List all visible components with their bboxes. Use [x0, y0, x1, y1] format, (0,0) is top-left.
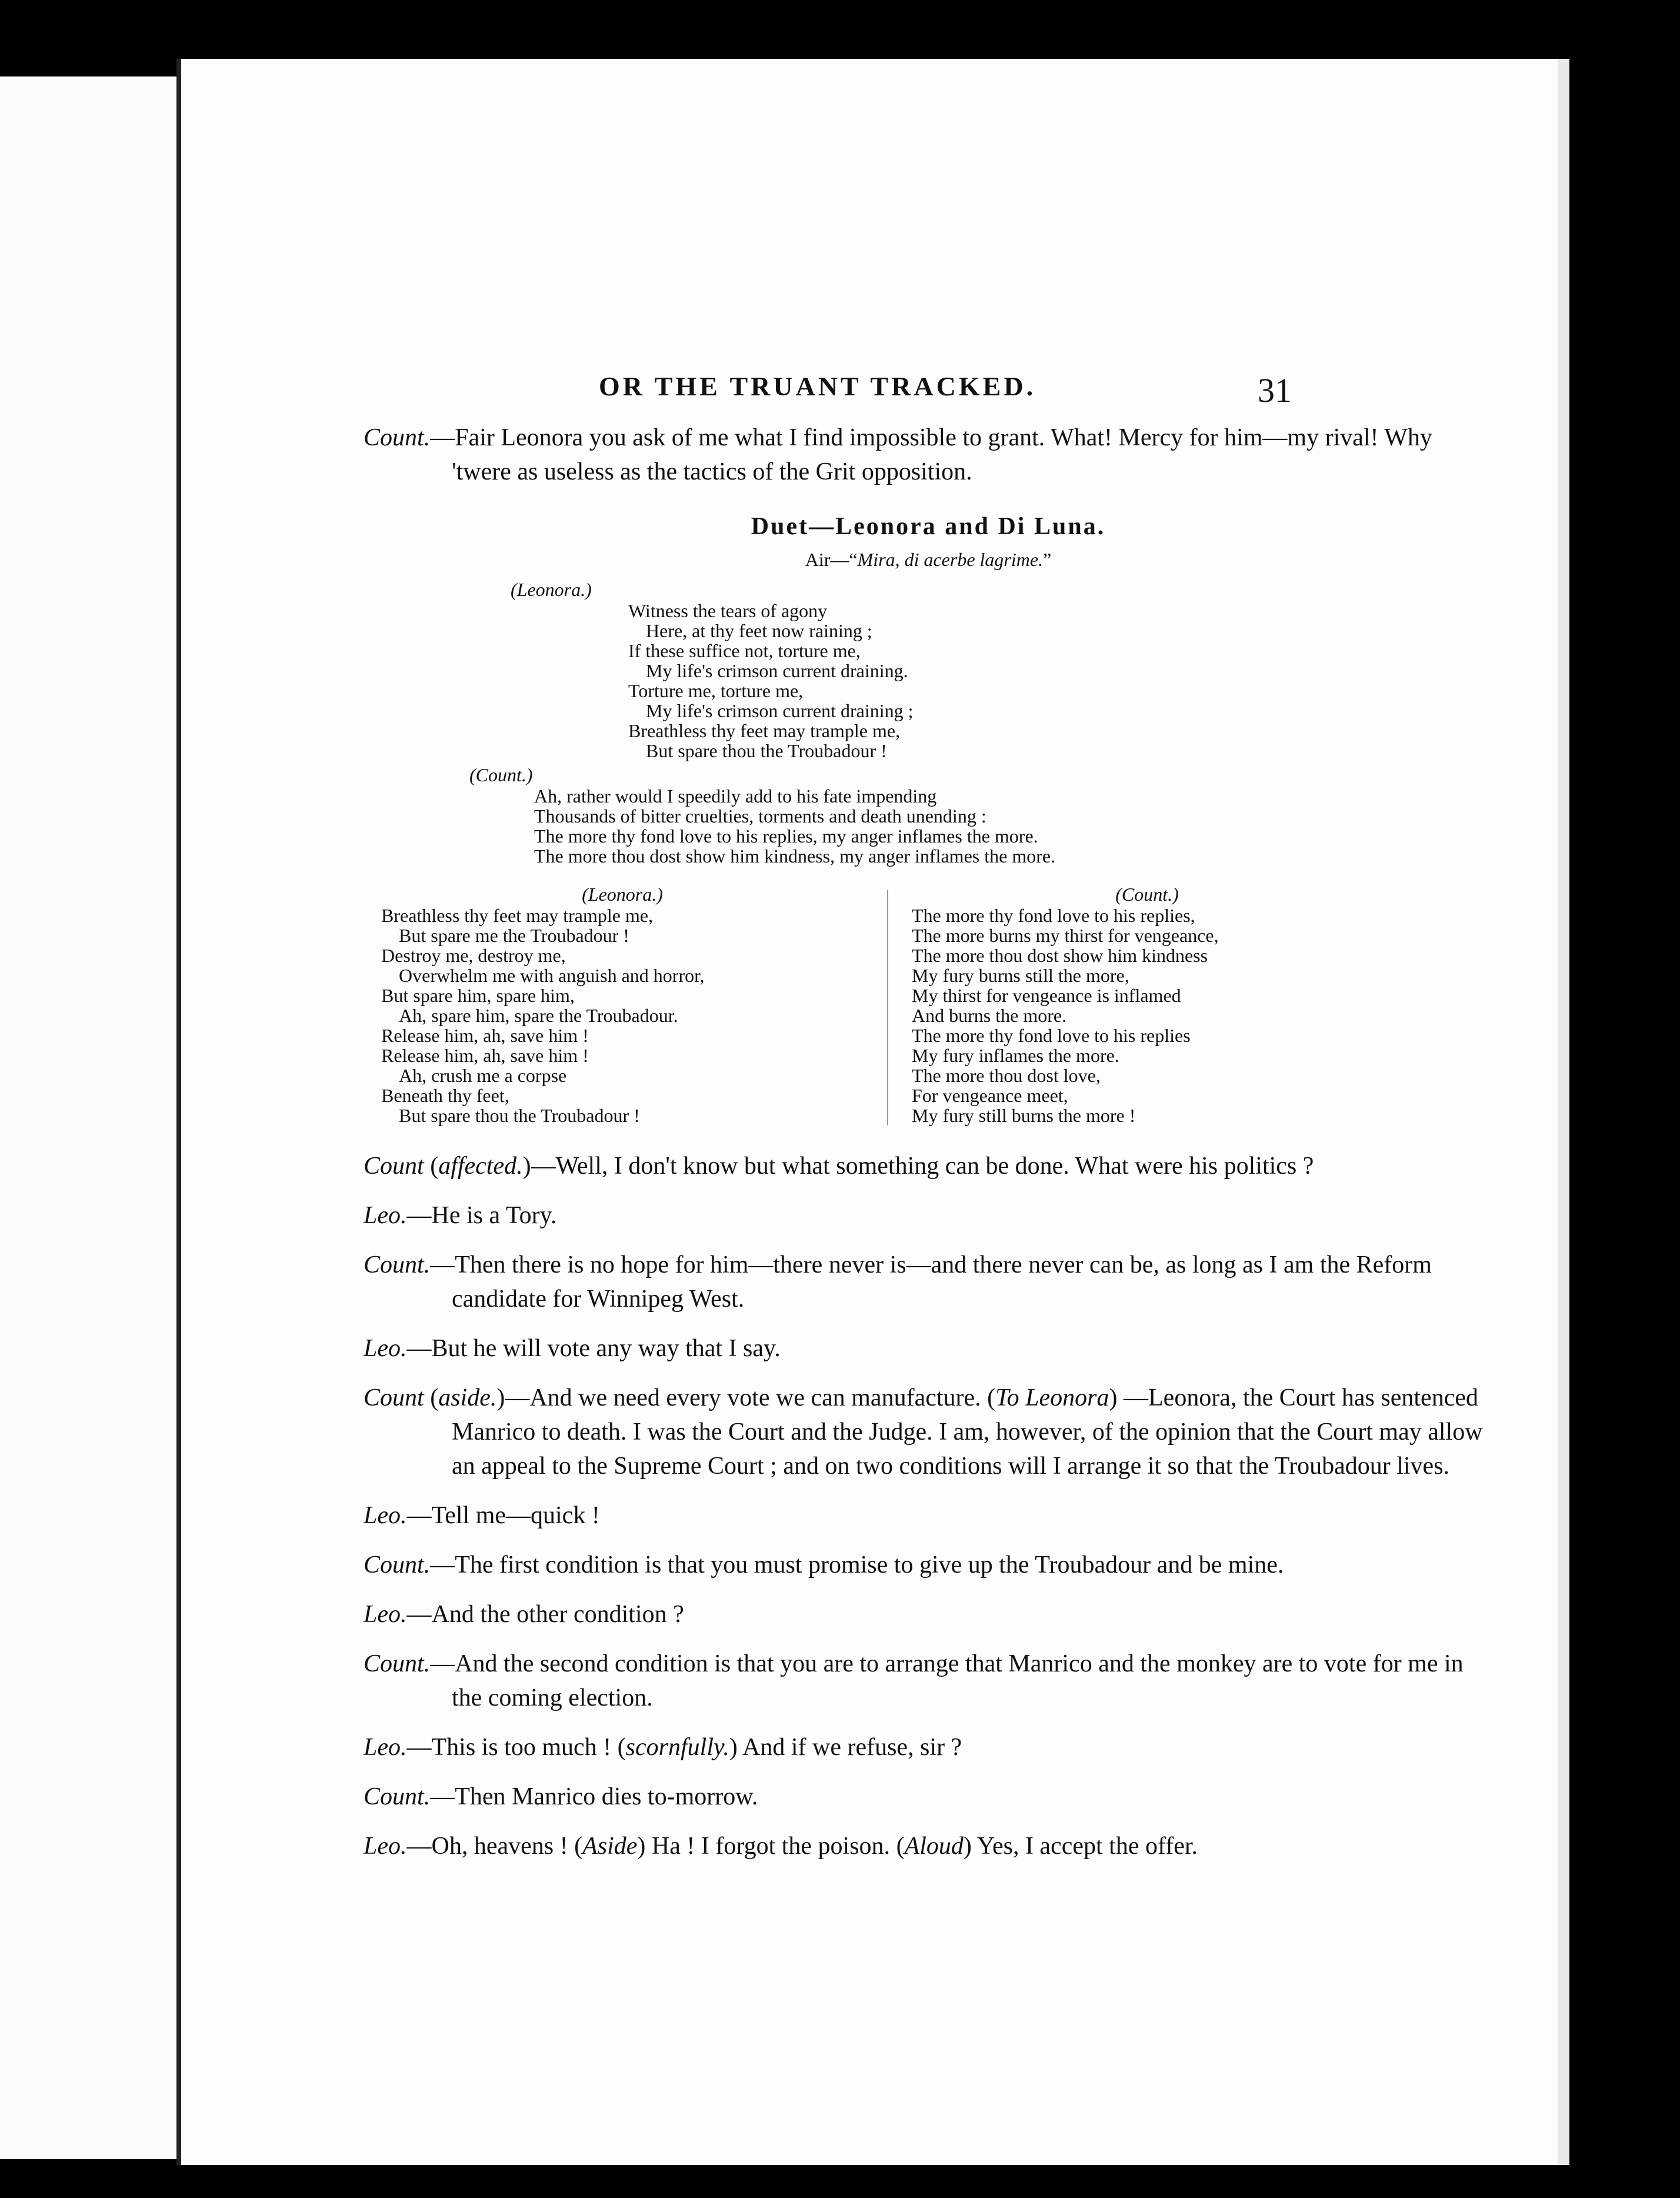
role-label: (Leonora.): [582, 884, 663, 905]
verse-line: The more thou dost love,: [912, 1065, 1101, 1086]
verse-line: If these suffice not, torture me,: [628, 640, 861, 661]
speech-text: —Well, I don't know but what something can be done. What were his politics ?: [531, 1153, 1314, 1180]
verse-line: Breathless thy feet may trample me,: [628, 720, 901, 741]
verse-line: Ah, crush me a corpse: [399, 1065, 567, 1086]
count-column-verse: [912, 905, 1388, 1125]
speech-count-6: Count.—And the second condition is that you are to arrange that Manrico and the monkey are to vote for me in the coming election.: [364, 1650, 1464, 1711]
verse-line: Witness the tears of agony: [628, 600, 828, 621]
verse-line: Thousands of bitter cruelties, torments and death unending :: [534, 805, 986, 827]
air-line: Air—“Mira, di acerbe lagrime.”: [805, 549, 1052, 570]
speech-leo-6: Leo.—Oh, heavens ! (Aside) Ha ! I forgot the poison. (Aloud) Yes, I accept the offer.: [364, 1833, 1198, 1860]
verse-line: The more thy fond love to his replies: [912, 1025, 1191, 1046]
speech-text: —Leonora, the Court has sentenced Manrico to death. I was the Court and the Judge. I am, however, of the opinion that the Court may allow an appeal to the Supreme Court ; and on two conditions will I arrange it so that the Troubadour lives.: [452, 1384, 1483, 1480]
speech-count-4: Count (aside.)—And we need every vote we can manufacture. (To Leonora) —Leonora, the Court has sentenced Manrico to death. I was the Court and the Judge. I am, however, of the opinion that the Court may allow an appeal to the Supreme Court ; and on two conditions will I arrange it so that the Troubadour lives.: [364, 1384, 1483, 1480]
verse-line: The more thy fond love to his replies, my anger inflames the more.: [534, 825, 1038, 847]
duet-title: Duet—Leonora and Di Luna.: [751, 513, 1106, 540]
duet-columns: [381, 884, 1493, 1125]
verse-line: Breathless thy feet may trample me,: [381, 905, 654, 926]
running-title: OR THE TRUANT TRACKED.: [599, 371, 1036, 401]
verse-line: But spare me the Troubadour !: [399, 925, 629, 946]
leonora-column: [381, 884, 864, 1125]
speech-text: —Tell me—quick !: [406, 1502, 600, 1529]
verse-line: The more burns my thirst for vengeance,: [912, 925, 1219, 946]
speech-text: —And the other condition ?: [406, 1601, 684, 1628]
verse-line: But spare him, spare him,: [381, 985, 575, 1006]
verse-line: My thirst for vengeance is inflamed: [912, 985, 1181, 1006]
stage-direction: Aside: [582, 1833, 638, 1860]
count-column: [906, 884, 1388, 1125]
verse-line: The more thou dost show him kindness: [912, 945, 1208, 966]
count-verse-block: [469, 764, 1493, 866]
speech-text: Ha ! I forgot the poison.: [651, 1833, 891, 1860]
page-number: 31: [1258, 371, 1292, 409]
speech-count-2: Count (affected.)—Well, I don't know but what something can be done. What were his politics ?: [364, 1153, 1314, 1180]
verse-line: Release him, ah, save him !: [381, 1025, 589, 1046]
speech-text: —The first condition is that you must promise to give up the Troubadour and be mine.: [430, 1551, 1284, 1578]
stage-direction: aside.: [438, 1384, 497, 1411]
speech-text: —Fair Leonora you ask of me what I find impossible to grant. What! Mercy for him—my rival! Why 'twere as useless as the tactics of the Grit opposition.: [430, 424, 1432, 485]
verse-line: My fury still burns the more !: [912, 1105, 1136, 1126]
verse-line: And burns the more.: [912, 1005, 1067, 1026]
verse-line: Beneath thy feet,: [381, 1085, 509, 1106]
verse-line: My life's crimson current draining.: [646, 660, 908, 681]
speech-text: —Then Manrico dies to-morrow.: [430, 1783, 758, 1810]
leonora-column-verse: [381, 905, 864, 1125]
book-gutter: [176, 59, 181, 2165]
speech-count-5: Count.—The first condition is that you must promise to give up the Troubadour and be mine.: [364, 1551, 1284, 1578]
speech-leo-1: Leo.—He is a Tory.: [364, 1202, 557, 1229]
verse-line: But spare thou the Troubadour !: [646, 740, 887, 761]
speech-text: —Oh, heavens !: [406, 1833, 568, 1860]
speech-text: And if we refuse, sir ?: [742, 1734, 962, 1761]
role-label: (Count.): [1115, 884, 1179, 905]
verse-line: But spare thou the Troubadour !: [399, 1105, 640, 1126]
role-label: (Leonora.): [511, 579, 592, 600]
page-content: [364, 421, 1493, 1879]
leonora-verse: [628, 601, 1493, 761]
speech-leo-5: Leo.—This is too much ! (scornfully.) And if we refuse, sir ?: [364, 1734, 962, 1761]
count-verse: [534, 786, 1493, 866]
stage-direction: scornfully.: [625, 1734, 729, 1761]
verse-line: Release him, ah, save him !: [381, 1045, 589, 1066]
speech-text: —Then there is no hope for him—there never is—and there never can be, as long as I am the Reform candidate for Winnipeg West.: [430, 1251, 1432, 1313]
verse-line: My fury inflames the more.: [912, 1045, 1119, 1066]
book-page: [181, 59, 1569, 2165]
verse-line: Torture me, torture me,: [628, 680, 804, 701]
page-header: [181, 312, 1569, 409]
speech-leo-3: Leo.—Tell me—quick !: [364, 1502, 600, 1529]
speech-text: Yes, I accept the offer.: [976, 1833, 1198, 1860]
speech-count-3: Count.—Then there is no hope for him—there never is—and there never can be, as long as I am the Reform candidate for Winnipeg West.: [364, 1251, 1432, 1313]
speech-text: —This is too much !: [406, 1734, 612, 1761]
speech-text: —He is a Tory.: [406, 1202, 557, 1229]
verse-line: Here, at thy feet now raining ;: [646, 620, 872, 641]
verse-line: The more thy fond love to his replies,: [912, 905, 1195, 926]
verse-line: The more thou dost show him kindness, my anger inflames the more.: [534, 845, 1056, 867]
speech-leo-4: Leo.—And the other condition ?: [364, 1601, 684, 1628]
speech-text: —And the second condition is that you are to arrange that Manrico and the monkey are to vote for me in the coming election.: [430, 1650, 1464, 1711]
speaker: Count.: [364, 424, 431, 451]
speech-count-1: [364, 421, 1493, 489]
verse-line: My fury burns still the more,: [912, 965, 1129, 986]
speech-text: —And we need every vote we can manufacture.: [505, 1384, 981, 1411]
facing-page-edge: [0, 76, 176, 2159]
role-label: (Count.): [469, 764, 533, 785]
speech-text: —But he will vote any way that I say.: [406, 1335, 781, 1362]
stage-direction: To Leonora: [995, 1384, 1109, 1411]
speech-leo-2: Leo.—But he will vote any way that I say.: [364, 1335, 781, 1362]
stage-direction: Aloud: [904, 1833, 964, 1860]
verse-line: Ah, spare him, spare the Troubadour.: [399, 1005, 678, 1026]
verse-line: Overwhelm me with anguish and horror,: [399, 965, 705, 986]
air-title: Mira, di acerbe lagrime.: [857, 549, 1044, 570]
leonora-verse-block: [511, 579, 1493, 761]
verse-line: Ah, rather would I speedily add to his fate impending: [534, 785, 937, 807]
speech-count-7: Count.—Then Manrico dies to-morrow.: [364, 1783, 758, 1810]
verse-line: Destroy me, destroy me,: [381, 945, 566, 966]
stage-direction: affected.: [438, 1153, 523, 1180]
column-divider: [887, 890, 888, 1125]
verse-line: My life's crimson current draining ;: [646, 700, 914, 721]
verse-line: For vengeance meet,: [912, 1085, 1068, 1106]
